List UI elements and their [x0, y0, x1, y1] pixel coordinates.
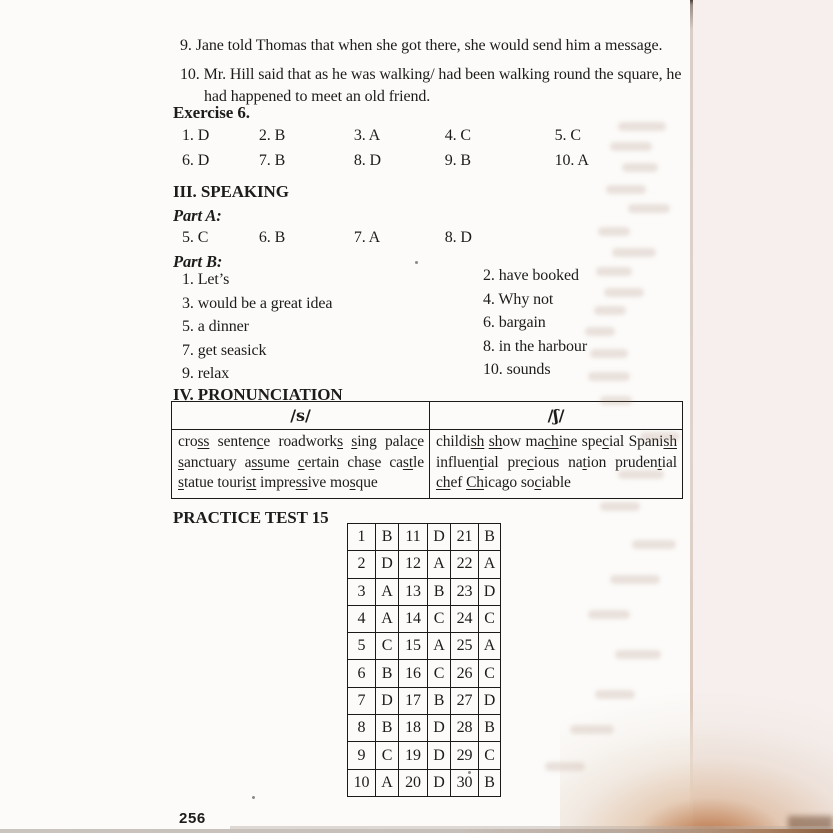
- answer-letter-cell: C: [376, 633, 399, 660]
- answer-letter-cell: B: [376, 660, 399, 687]
- pronunciation-word: certain: [297, 453, 340, 471]
- practice-test-answer-table: [347, 523, 501, 797]
- question-number-cell: 20: [399, 769, 428, 796]
- ghost-text-artifact: [610, 575, 660, 584]
- ghost-text-artifact: [545, 762, 585, 771]
- pronunciation-body-row: [172, 430, 683, 499]
- answer-letter-cell: D: [376, 551, 399, 578]
- pronunciation-word: assume: [244, 453, 290, 471]
- ghost-text-artifact: [615, 650, 661, 659]
- question-number-cell: 15: [399, 633, 428, 660]
- pronunciation-word: chef: [436, 474, 463, 491]
- answer-row: [348, 578, 501, 605]
- part-b-right-column: [483, 264, 587, 382]
- question-number-cell: 5: [348, 633, 376, 660]
- ghost-text-artifact: [585, 327, 615, 336]
- sound-sh-words: [430, 430, 683, 499]
- answer-row: [348, 605, 501, 632]
- exercise6-answers-row2: [182, 152, 589, 170]
- part-b-answer: 7. get seasick: [182, 341, 267, 359]
- answer-letter-cell: C: [376, 742, 399, 769]
- answer-row: [348, 633, 501, 660]
- pronunciation-word: sing: [351, 433, 377, 450]
- pronunciation-word: sentence: [217, 433, 271, 450]
- question-number-cell: 16: [399, 660, 428, 687]
- part-b-answer: 6. bargain: [483, 314, 546, 332]
- ghost-text-artifact: [622, 163, 658, 172]
- part-b-answer: 5. a dinner: [182, 318, 249, 336]
- answer-item: 9. B: [444, 152, 471, 169]
- answer-letter-cell: A: [428, 633, 451, 660]
- reported-speech-answers: [180, 35, 685, 115]
- answer-letter-cell: C: [479, 605, 501, 632]
- pronunciation-word: roadworks: [278, 433, 344, 450]
- answer-row: [348, 660, 501, 687]
- answer-item: 6. D: [182, 152, 210, 169]
- pronunciation-heading: IV. PRONUNCIATION: [173, 385, 343, 404]
- ghost-text-artifact: [606, 185, 646, 194]
- answer-letter-cell: A: [376, 578, 399, 605]
- pronunciation-word: special: [581, 433, 625, 450]
- sound-s-header: /s/: [172, 402, 430, 430]
- answer-letter-cell: B: [428, 578, 451, 605]
- answer-letter-cell: B: [376, 715, 399, 742]
- answer-item: 10. A: [554, 152, 589, 169]
- ghost-text-artifact: [588, 372, 630, 381]
- answer-item: 7. B: [258, 152, 286, 169]
- question-number-cell: 3: [348, 578, 376, 605]
- ghost-text-artifact: [596, 267, 632, 276]
- pronunciation-word: mosque: [330, 474, 378, 491]
- question-number-cell: 9: [348, 742, 376, 769]
- ghost-text-artifact: [598, 227, 630, 236]
- exercise6-heading: Exercise 6.: [173, 103, 250, 122]
- answer-letter-cell: B: [479, 769, 501, 796]
- ghost-text-artifact: [628, 204, 670, 213]
- answer-letter-cell: B: [479, 524, 501, 551]
- question-number-cell: 10: [348, 769, 376, 796]
- answer-letter-cell: D: [428, 769, 451, 796]
- answer-row: [348, 769, 501, 796]
- question-number-cell: 29: [451, 742, 479, 769]
- question-number-cell: 18: [399, 715, 428, 742]
- ghost-text-artifact: [600, 502, 640, 511]
- scan-speck: [415, 261, 418, 264]
- pronunciation-word: nation: [568, 453, 607, 471]
- answer-item: 5. C: [554, 127, 581, 144]
- pronunciation-word: statue: [178, 474, 214, 491]
- answer-letter-cell: B: [376, 524, 399, 551]
- speaking-heading: III. SPEAKING: [173, 182, 289, 201]
- part-b-answer: 9. relax: [182, 365, 230, 383]
- ghost-text-artifact: [610, 142, 652, 151]
- question-number-cell: 27: [451, 687, 479, 714]
- answer-letter-cell: D: [479, 578, 501, 605]
- answer-item: 4. C: [444, 127, 471, 144]
- answer-item: 1. D: [182, 127, 210, 144]
- page-number: 256: [179, 810, 206, 827]
- practice-test-heading: PRACTICE TEST 15: [173, 508, 329, 527]
- part-b-label: Part B:: [173, 252, 223, 271]
- ghost-text-artifact: [570, 725, 614, 734]
- ghost-text-artifact: [618, 122, 666, 131]
- ghost-text-artifact: [604, 288, 644, 297]
- answer-item: 7. A: [353, 229, 381, 246]
- sound-s-words: [172, 430, 430, 499]
- pronunciation-word: influential: [436, 453, 499, 471]
- answer-letter-cell: A: [428, 551, 451, 578]
- exercise6-answers-row1: [182, 127, 581, 145]
- pronunciation-word: sanctuary: [178, 453, 237, 471]
- ghost-text-artifact: [594, 306, 626, 315]
- question-number-cell: 21: [451, 524, 479, 551]
- question-number-cell: 2: [348, 551, 376, 578]
- answer-item: 8. D: [353, 152, 381, 169]
- answer-sentence-9: 9. Jane told Thomas that when she got there, she would send him a message.: [180, 37, 663, 54]
- question-number-cell: 19: [399, 742, 428, 769]
- answer-letter-cell: B: [479, 715, 501, 742]
- pronunciation-word: precious: [507, 453, 560, 471]
- pronunciation-table: [171, 401, 683, 499]
- ghost-text-artifact: [588, 610, 630, 619]
- question-number-cell: 23: [451, 578, 479, 605]
- answer-letter-cell: A: [479, 633, 501, 660]
- question-number-cell: 30: [451, 769, 479, 796]
- question-number-cell: 26: [451, 660, 479, 687]
- answer-letter-cell: D: [428, 524, 451, 551]
- part-a-answers: [182, 229, 551, 247]
- pronunciation-word: Chicago: [466, 474, 518, 491]
- part-b-left-column: [182, 268, 332, 386]
- part-b-answer: 2. have booked: [483, 267, 579, 284]
- answer-row: [348, 715, 501, 742]
- answer-letter-cell: A: [376, 605, 399, 632]
- question-number-cell: 13: [399, 578, 428, 605]
- ghost-text-artifact: [590, 349, 628, 358]
- answer-sentence-10: 10. Mr. Hill said that as he was walking/ had been walking round the square, he had happened to meet an old friend.: [180, 65, 682, 105]
- answer-letter-cell: D: [376, 687, 399, 714]
- answer-row: [348, 524, 501, 551]
- answer-item: 5. C: [182, 229, 209, 246]
- pronunciation-header-row: [172, 402, 683, 430]
- question-number-cell: 6: [348, 660, 376, 687]
- sound-sh-header: /ʃ/: [430, 402, 683, 430]
- pronunciation-word: cross: [178, 433, 210, 450]
- pronunciation-word: castle: [389, 453, 425, 471]
- answer-row: [348, 687, 501, 714]
- part-b-answer: 1. Let’s: [182, 271, 230, 288]
- question-number-cell: 22: [451, 551, 479, 578]
- pronunciation-word: show: [488, 433, 522, 450]
- part-a-label: Part A:: [173, 206, 222, 225]
- pronunciation-word: sociable: [520, 474, 571, 491]
- question-number-cell: 8: [348, 715, 376, 742]
- page-edge-margin: [693, 0, 833, 833]
- answer-letter-cell: C: [479, 660, 501, 687]
- bottom-edge-band: [0, 829, 833, 833]
- scan-speck: [252, 796, 255, 799]
- scan-speck: [468, 771, 471, 774]
- answer-letter-cell: D: [479, 687, 501, 714]
- question-number-cell: 7: [348, 687, 376, 714]
- question-number-cell: 14: [399, 605, 428, 632]
- part-b-answer: 10. sounds: [483, 361, 551, 379]
- pronunciation-word: palace: [385, 433, 424, 450]
- ghost-text-artifact: [632, 540, 676, 549]
- part-b-answer: 8. in the harbour: [483, 337, 588, 355]
- question-number-cell: 17: [399, 687, 428, 714]
- answer-item: 2. B: [258, 127, 286, 144]
- question-number-cell: 1: [348, 524, 376, 551]
- pronunciation-word: chase: [347, 453, 382, 471]
- pronunciation-word: tourist: [217, 474, 257, 491]
- ghost-text-artifact: [612, 248, 656, 257]
- pronunciation-word: childish: [436, 433, 485, 450]
- answer-item: 8. D: [444, 229, 472, 246]
- question-number-cell: 11: [399, 524, 428, 551]
- answer-letter-cell: A: [376, 769, 399, 796]
- answer-letter-cell: A: [479, 551, 501, 578]
- part-b-answer: 3. would be a great idea: [182, 294, 333, 312]
- question-number-cell: 24: [451, 605, 479, 632]
- answer-letter-cell: C: [428, 605, 451, 632]
- bottom-shadow-band: [230, 826, 833, 829]
- answer-letter-cell: D: [428, 715, 451, 742]
- answer-letter-cell: B: [428, 687, 451, 714]
- part-b-answer: 4. Why not: [483, 290, 554, 308]
- question-number-cell: 12: [399, 551, 428, 578]
- corner-shadow: [788, 816, 833, 833]
- question-number-cell: 4: [348, 605, 376, 632]
- answer-row: [348, 742, 501, 769]
- pronunciation-word: machine: [525, 433, 578, 450]
- pronunciation-word: prudential: [615, 453, 677, 471]
- answer-letter-cell: C: [479, 742, 501, 769]
- question-number-cell: 28: [451, 715, 479, 742]
- answer-letter-cell: D: [428, 742, 451, 769]
- answer-item: 6. B: [258, 229, 286, 246]
- answer-letter-cell: C: [428, 660, 451, 687]
- pronunciation-word: impressive: [260, 474, 327, 491]
- answer-row: [348, 551, 501, 578]
- question-number-cell: 25: [451, 633, 479, 660]
- ghost-text-artifact: [595, 690, 635, 699]
- answer-item: 3. A: [353, 127, 381, 144]
- pronunciation-word: Spanish: [628, 433, 677, 450]
- page-edge-line: [690, 0, 693, 833]
- page-curl-shadow: [560, 690, 833, 833]
